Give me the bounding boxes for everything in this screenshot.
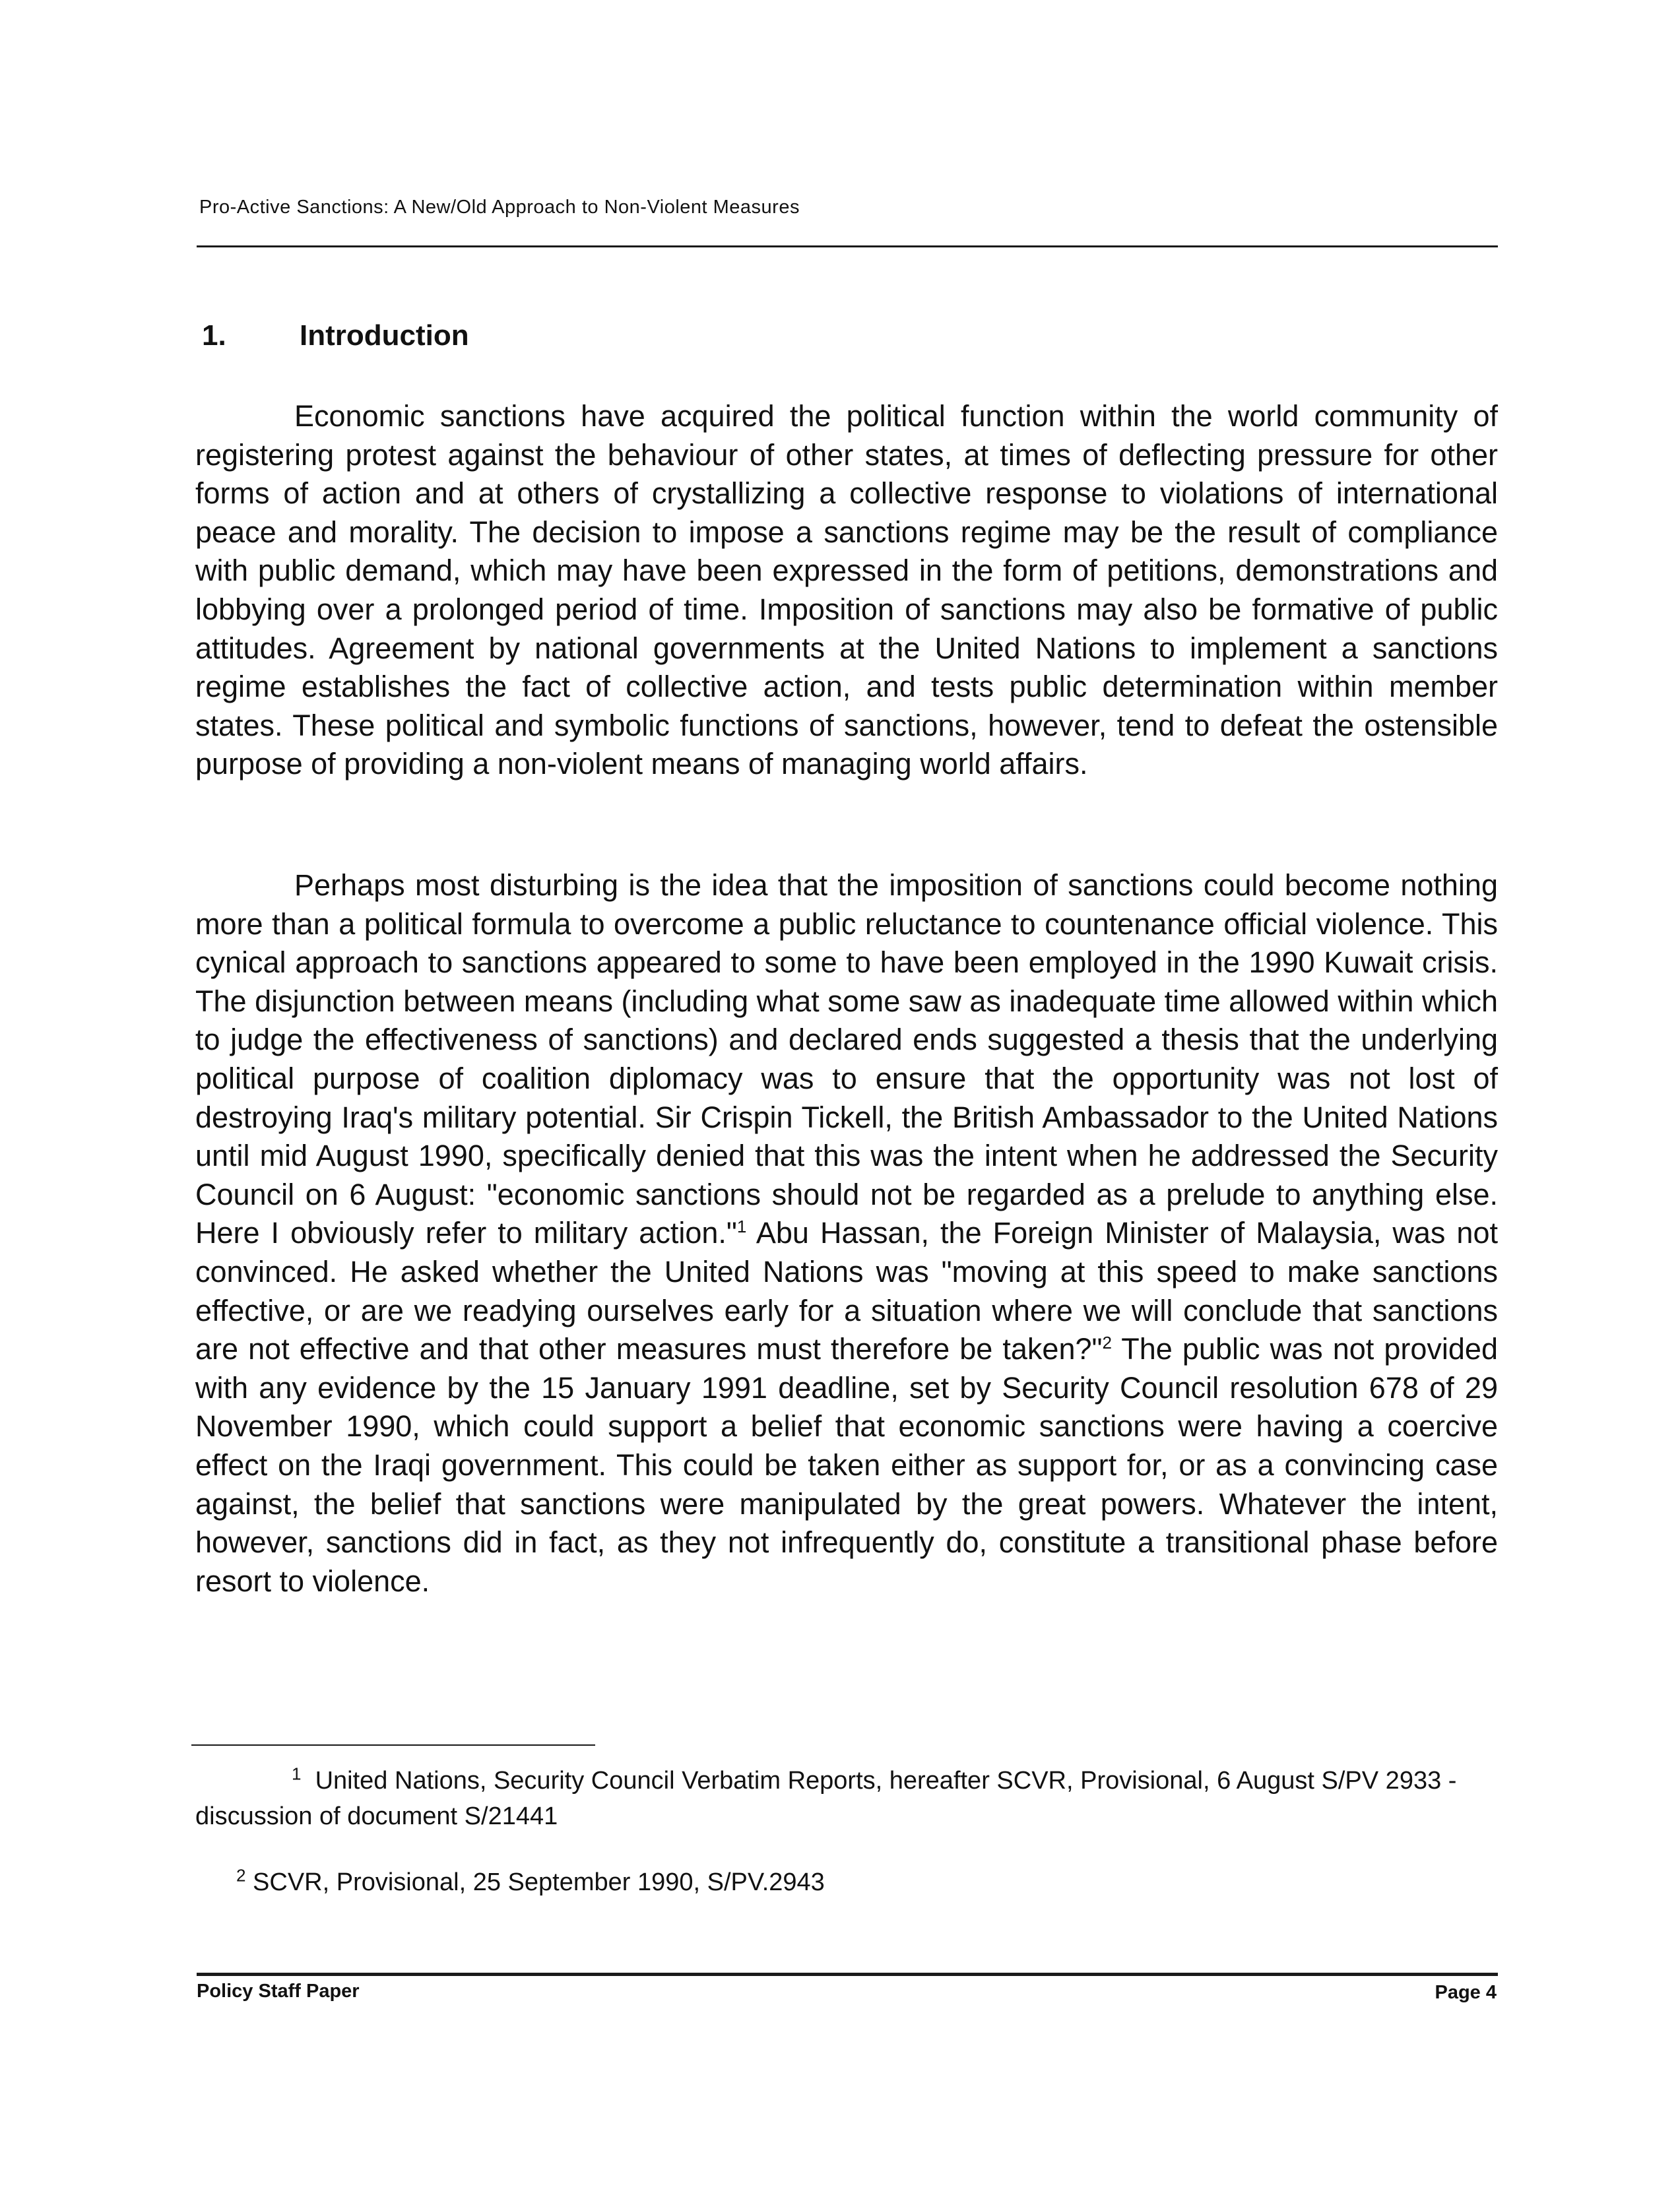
footnote-rule xyxy=(191,1744,595,1746)
section-title: Introduction xyxy=(300,319,469,352)
footnote-1-marker: 1 xyxy=(292,1764,302,1784)
footnote-1-text: United Nations, Security Council Verbatim Reports, hereafter SCVR, Provisional, 6 August S/PV 2933 - discussion of document S/21441 xyxy=(195,1767,1457,1830)
footnote-2-text: SCVR, Provisional, 25 September 1990, S/PV.2943 xyxy=(253,1868,825,1896)
paragraph-2-part-2: Abu Hassan, the Foreign Minister of Malaysia, was not convinced. He asked whether the United Nations was "moving at this speed to make sanctions effective, or are we readying ourselves early for a situation where we will conclude that sanctions are not effective and that other measures must therefore be taken?" xyxy=(195,1216,1498,1366)
running-header: Pro-Active Sanctions: A New/Old Approach to Non-Violent Measures xyxy=(199,197,800,218)
footnote-ref-1[interactable]: 1 xyxy=(736,1217,747,1237)
footer-rule xyxy=(197,1973,1498,1976)
footnote-ref-2[interactable]: 2 xyxy=(1102,1333,1112,1353)
paragraph-1: Economic sanctions have acquired the political function within the world community of registering protest against the behaviour of other states, at times of deflecting pressure for other forms of action and at others of crystallizing a collective response to violations of international peace and morality. The decision to impose a sanctions regime may be the result of compliance with public demand, which may have been expressed in the form of petitions, demonstrations and lobbying over a prolonged period of time. Imposition of sanctions may also be formative of public attitudes. Agreement by national governments at the United Nations to implement a sanctions regime establishes the fact of collective action, and tests public determination within member states. These political and symbolic functions of sanctions, however, tend to defeat the ostensible purpose of providing a non-violent means of managing world affairs. xyxy=(195,399,1498,781)
header-rule xyxy=(197,245,1498,247)
paragraph-2-part-3: The public was not provided with any evidence by the 15 January 1991 deadline, set by Security Council resolution 678 of 29 November 1990, which could support a belief that economic sanctions were having a coercive effect on the Iraqi government. This could be taken either as support for, or as a convincing case against, the belief that sanctions were manipulated by the great powers. Whatever the intent, however, sanctions did in fact, as they not infrequently do, constitute a transitional phase before resort to violence. xyxy=(195,1332,1498,1598)
footnote-1 xyxy=(195,1763,1498,1834)
footnote-2 xyxy=(195,1864,1498,1900)
paragraph-2-part-1: Perhaps most disturbing is the idea that the imposition of sanctions could become nothing more than a political formula to overcome a public reluctance to countenance official violence. This cynical approach to sanctions appeared to some to have been employed in the 1990 Kuwait crisis. The disjunction between means (including what some saw as inadequate time allowed within which to judge the effectiveness of sanctions) and declared ends suggested a thesis that the underlying political purpose of coalition diplomacy was to ensure that the opportunity was not lost of destroying Iraq's military potential. Sir Crispin Tickell, the British Ambassador to the United Nations until mid August 1990, specifically denied that this was the intent when he addressed the Security Council on 6 August: "economic sanctions should not be regarded as a prelude to anything else. Here I obviously refer to military action." xyxy=(195,868,1498,1250)
section-number: 1. xyxy=(202,319,226,352)
page-number: Page 4 xyxy=(1435,1982,1497,2003)
footer-label: Policy Staff Paper xyxy=(197,1981,360,2002)
paragraph-2 xyxy=(195,866,1498,1601)
footnote-2-marker: 2 xyxy=(236,1865,246,1886)
section-heading xyxy=(202,319,469,352)
